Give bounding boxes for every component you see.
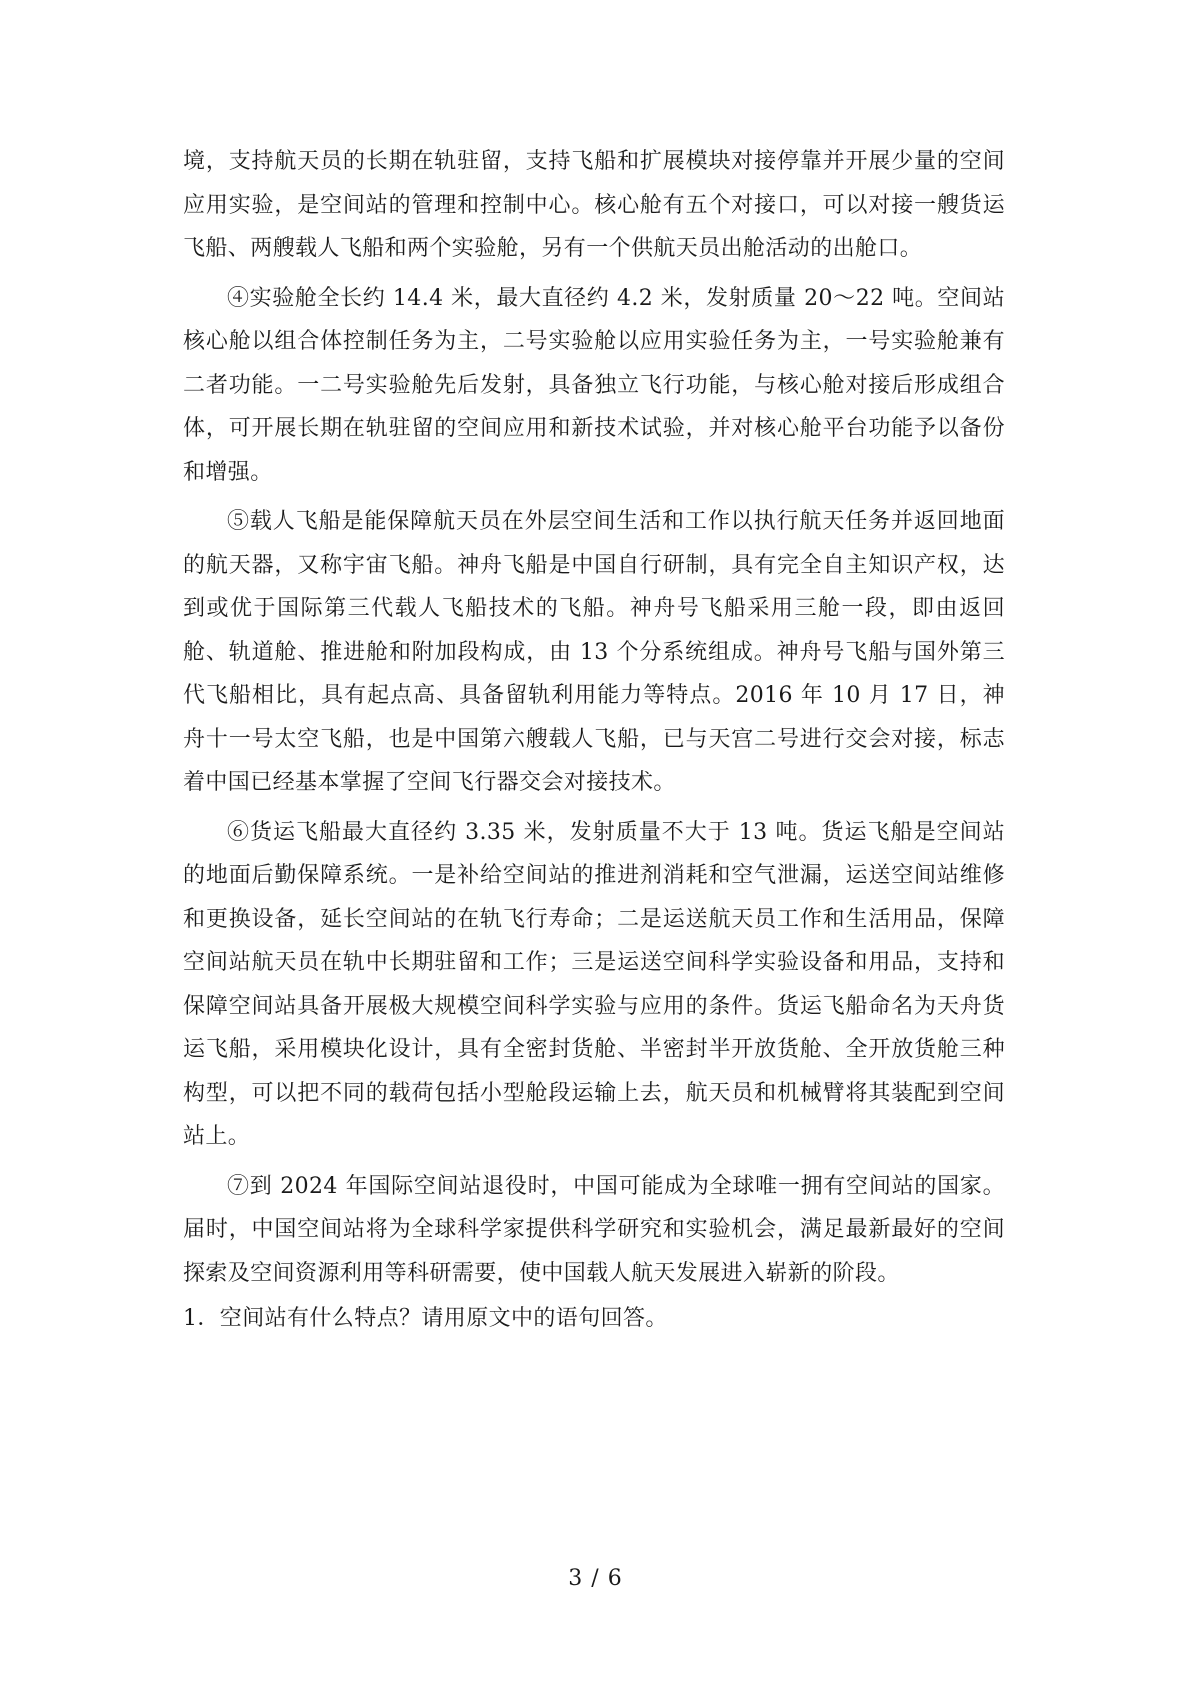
paragraph-5-crewed-spacecraft: ⑤载人飞船是能保障航天员在外层空间生活和工作以执行航天任务并返回地面的航天器，又称宇宙飞船。神舟飞船是中国自行研制，具有完全自主知识产权，达到或优于国际第三代载人飞船技术的飞船。神舟号飞船采用三舱一段，即由返回舱、轨道舱、推进舱和附加段构成，由 13 个分系统组成。神舟号飞船与国外第三代飞船相比，具有起点高、具备留轨利用能力等特点。2016 年 10 月 17 日，神舟十一号太空飞船，也是中国第六艘载人飞船，已与天宫二号进行交会对接，标志着中国已经基本掌握了空间飞行器交会对接技术。	[183, 509, 1005, 795]
question-1: 1．空间站有什么特点？请用原文中的语句回答。	[183, 1306, 668, 1331]
page-number: 3 / 6	[568, 1566, 623, 1591]
paragraph-7-future: ⑦到 2024 年国际空间站退役时，中国可能成为全球唯一拥有空间站的国家。届时，中国空间站将为全球科学家提供科学研究和实验机会，满足最新最好的空间探索及空间资源利用等科研需要，使中国载人航天发展进入崭新的阶段。	[183, 1173, 1005, 1286]
document-body	[183, 140, 1005, 1341]
paragraph-continued: 境，支持航天员的长期在轨驻留，支持飞船和扩展模块对接停靠并开展少量的空间应用实验，是空间站的管理和控制中心。核心舱有五个对接口，可以对接一艘货运飞船、两艘载人飞船和两个实验舱，另有一个供航天员出舱活动的出舱口。	[183, 149, 1005, 261]
paragraph-4-lab-module: ④实验舱全长约 14.4 米，最大直径约 4.2 米，发射质量 20～22 吨。空间站核心舱以组合体控制任务为主，二号实验舱以应用实验任务为主，一号实验舱兼有二者功能。一二号实验舱先后发射，具备独立飞行功能，与核心舱对接后形成组合体，可开展长期在轨驻留的空间应用和新技术试验，并对核心舱平台功能予以备份和增强。	[183, 285, 1005, 485]
paragraph-6-cargo-spacecraft: ⑥货运飞船最大直径约 3.35 米，发射质量不大于 13 吨。货运飞船是空间站的地面后勤保障系统。一是补给空间站的推进剂消耗和空气泄漏，运送空间站维修和更换设备，延长空间站的在轨飞行寿命；二是运送航天员工作和生活用品，保障空间站航天员在轨中长期驻留和工作；三是运送空间科学实验设备和用品，支持和保障空间站具备开展极大规模空间科学实验与应用的条件。货运飞船命名为天舟货运飞船，采用模块化设计，具有全密封货舱、半密封半开放货舱、全开放货舱三种构型，可以把不同的载荷包括小型舱段运输上去，航天员和机械臂将其装配到空间站上。	[183, 819, 1005, 1149]
